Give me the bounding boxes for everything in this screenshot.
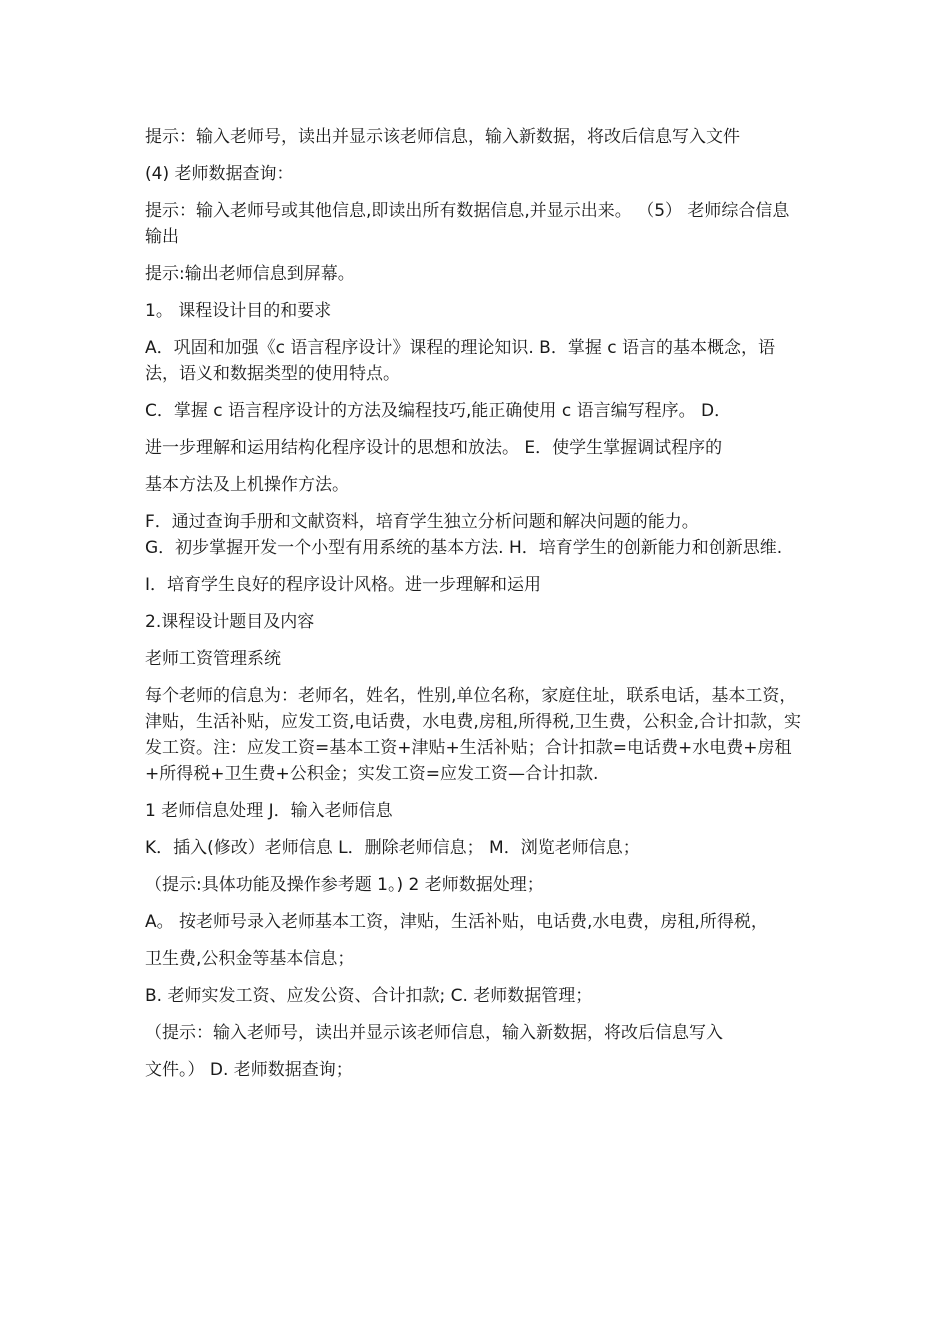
paragraph-salary-calc: B. 老师实发工资、应发公资、合计扣款; C. 老师数据管理； <box>145 986 593 1006</box>
paragraph-goal-cd: C．掌握 c 语言程序设计的方法及编程技巧,能正确使用 c 语言编写程序。 D． <box>145 401 732 421</box>
paragraph-goal-e-cont: 基本方法及上机操作方法。 <box>145 475 349 495</box>
paragraph-hint-output: 提示:输出老师信息到屏幕。 <box>145 264 355 284</box>
paragraph-data-entry-cont: 卫生费,公积金等基本信息； <box>145 949 355 969</box>
paragraph-teacher-fields: 每个老师的信息为：老师名，姓名，性别,单位名称，家庭住址，联系电话，基本工资，津贴，生活补贴，应发工资,电话费，水电费,房租,所得税,卫生费，公积金,合计扣款，实发工资。注：应发工资=基本工资+津贴+生活补贴；合计扣款=电话费+水电费+房租+所得税+卫生费+公积金；实发工资=应发工资—合计扣款. <box>145 686 802 784</box>
paragraph-info-processing: 1 老师信息处理 J．输入老师信息 <box>145 801 393 821</box>
paragraph-hint-modify: 提示：输入老师号，读出并显示该老师信息，输入新数据，将改后信息写入文件 <box>145 127 740 147</box>
paragraph-goal-ab: A．巩固和加强《c 语言程序设计》课程的理论知识. B．掌握 c 语言的基本概念，语法，语义和数据类型的使用特点。 <box>145 338 776 384</box>
paragraph-hint-query: 提示：输入老师号或其他信息,即读出所有数据信息,并显示出来。 （5） 老师综合信息输出 <box>145 201 790 247</box>
document-body <box>145 124 805 1094</box>
paragraph-hint-manage: （提示：输入老师号，读出并显示该老师信息，输入新数据，将改后信息写入 <box>145 1023 723 1043</box>
paragraph-goal-f: F．通过查询手册和文献资料，培育学生独立分析问题和解决问题的能力。 <box>145 512 699 532</box>
paragraph-goal-gh: G．初步掌握开发一个小型有用系统的基本方法. H．培育学生的创新能力和创新思维. <box>145 538 783 558</box>
paragraph-query-heading: (4) 老师数据查询： <box>145 164 294 184</box>
paragraph-goal-de: 进一步理解和运用结构化程序设计的思想和放法。 E．使学生掌握调试程序的 <box>145 438 723 458</box>
paragraph-hint-manage-cont: 文件。） D. 老师数据查询； <box>145 1060 353 1080</box>
paragraph-data-processing: （提示:具体功能及操作参考题 1。) 2 老师数据处理； <box>145 875 544 895</box>
section-heading-topic: 2.课程设计题目及内容 <box>145 612 315 632</box>
paragraph-goal-i: I．培育学生良好的程序设计风格。进一步理解和运用 <box>145 575 542 595</box>
paragraph-system-title: 老师工资管理系统 <box>145 649 281 669</box>
paragraph-data-entry: A。 按老师号录入老师基本工资，津贴，生活补贴，电话费,水电费，房租,所得税， <box>145 912 768 932</box>
section-heading-goals: 1。 课程设计目的和要求 <box>145 301 332 321</box>
paragraph-info-ops: K．插入(修改）老师信息 L．删除老师信息； M．浏览老师信息； <box>145 838 640 858</box>
